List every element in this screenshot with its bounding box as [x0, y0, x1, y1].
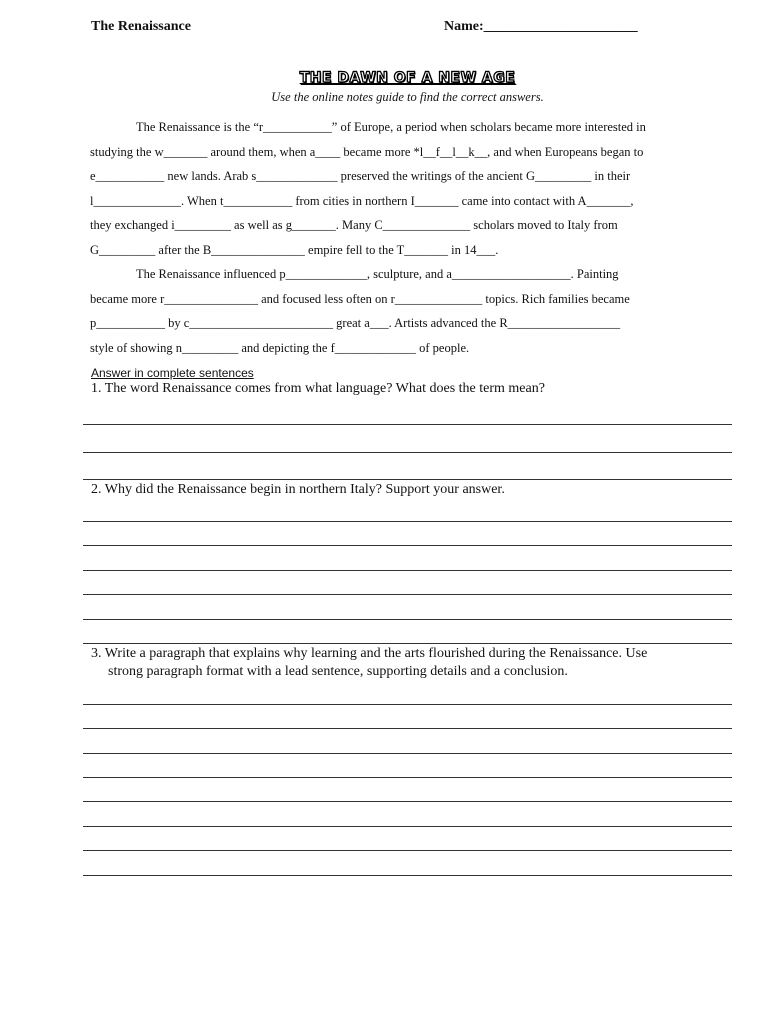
answer-line[interactable] [83, 570, 732, 571]
answer-line[interactable] [83, 594, 732, 595]
answer-line[interactable] [83, 850, 732, 851]
answer-line[interactable] [83, 545, 732, 546]
answer-line[interactable] [83, 875, 732, 876]
answer-line[interactable] [83, 826, 732, 827]
name-field[interactable]: Name:______________________ [444, 19, 638, 34]
answer-line[interactable] [83, 728, 732, 729]
worksheet-title: THE DAWN OF A NEW AGE [299, 70, 516, 86]
answer-line[interactable] [83, 479, 732, 480]
question-text: Write a paragraph that explains why learning and the arts flourished during the Renaissance. Use [104, 646, 648, 661]
question-1 [91, 381, 545, 397]
fill-in-line[interactable]: p___________ by c_______________________ great a___. Artists advanced the R__________________ [90, 316, 621, 330]
question-number: 3. [91, 646, 102, 661]
fill-in-line[interactable]: The Renaissance is the “r___________” of Europe, a period when scholars became more interested in [136, 120, 646, 134]
fill-in-line[interactable]: studying the w_______ around them, when a____ became more *l__f__l__k__, and when Europeans began to [90, 145, 644, 159]
instructions-label: Answer in complete sentences [91, 366, 254, 380]
answer-line[interactable] [83, 424, 732, 425]
answer-line[interactable] [83, 643, 732, 644]
answer-line[interactable] [83, 753, 732, 754]
fill-in-line[interactable]: The Renaissance influenced p_____________, sculpture, and a___________________. Painting [136, 267, 619, 281]
fill-in-line[interactable]: they exchanged i_________ as well as g_______. Many C______________ scholars moved to Italy from [90, 218, 618, 232]
answer-line[interactable] [83, 801, 732, 802]
worksheet-subtitle: Use the online notes guide to find the correct answers. [271, 90, 544, 104]
fill-in-line[interactable]: l______________. When t___________ from cities in northern I_______ came into contact with A_______, [90, 194, 634, 208]
question-3-continued: strong paragraph format with a lead sentence, supporting details and a conclusion. [108, 664, 568, 679]
answer-line[interactable] [83, 619, 732, 620]
answer-line[interactable] [83, 521, 732, 522]
answer-line[interactable] [83, 452, 732, 453]
answer-line[interactable] [83, 704, 732, 705]
question-text: Why did the Renaissance begin in northern Italy? Support your answer. [104, 482, 505, 497]
fill-in-line[interactable]: e___________ new lands. Arab s_____________ preserved the writings of the ancient G_________ in their [90, 169, 631, 183]
fill-in-line[interactable]: G_________ after the B_______________ empire fell to the T_______ in 14___. [90, 243, 499, 257]
course-title: The Renaissance [91, 19, 191, 34]
answer-line[interactable] [83, 777, 732, 778]
question-3 [91, 646, 647, 662]
question-text: The word Renaissance comes from what language? What does the term mean? [104, 381, 545, 396]
fill-in-line[interactable]: became more r_______________ and focused less often on r______________ topics. Rich families became [90, 292, 630, 306]
question-2 [91, 482, 505, 498]
question-number: 1. [91, 381, 102, 396]
fill-in-line[interactable]: style of showing n_________ and depicting the f_____________ of people. [90, 341, 470, 355]
question-number: 2. [91, 482, 102, 497]
